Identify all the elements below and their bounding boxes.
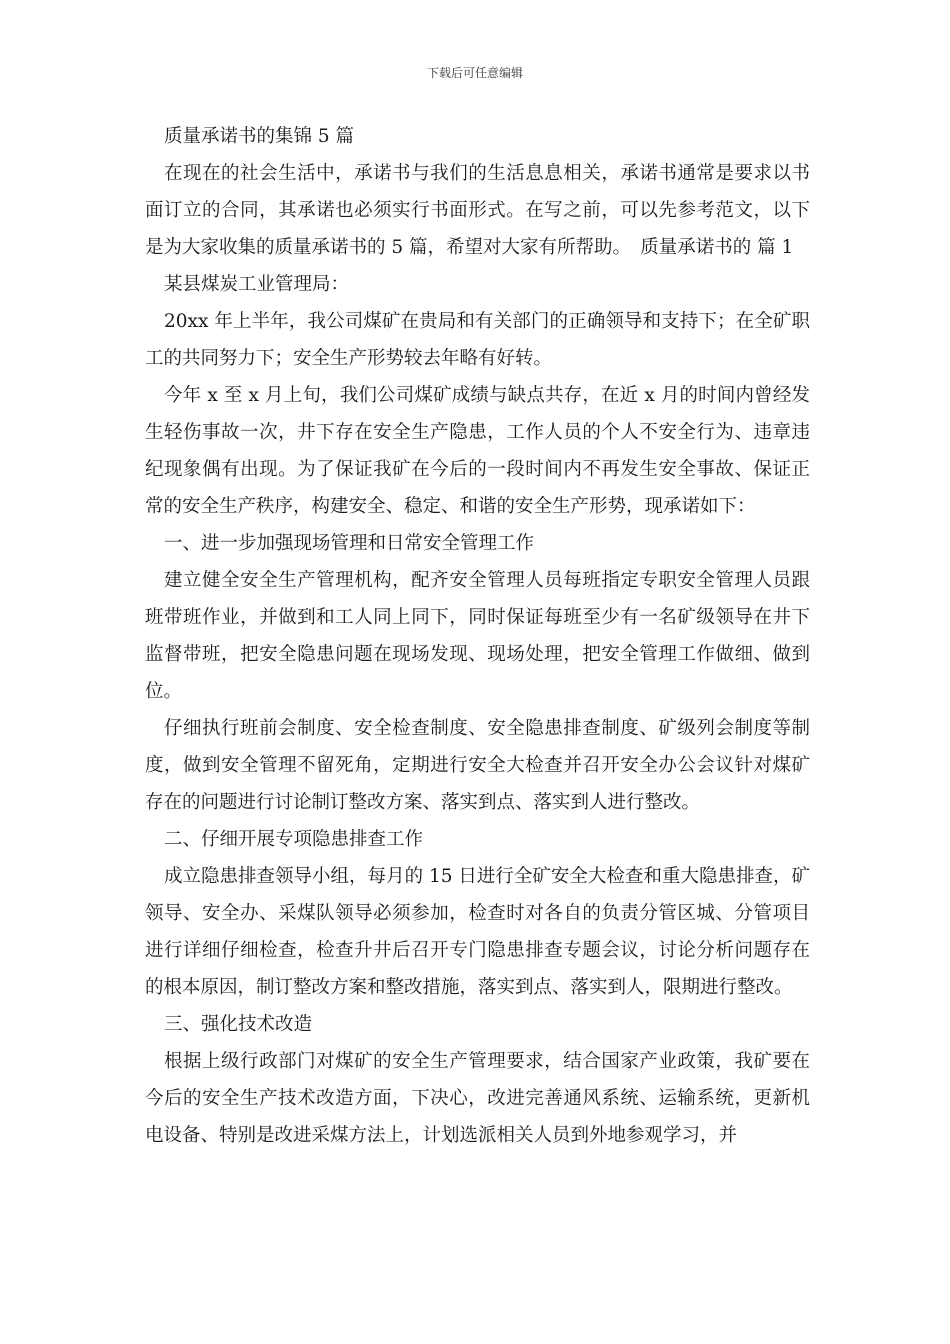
paragraph-intro: 在现在的社会生活中，承诺书与我们的生活息息相关，承诺书通常是要求以书面订立的合同，其承诺也必须实行书面形式。在写之前，可以先参考范文，以下是为大家收集的质量承诺书的 5 篇，希望对大家有所帮助。 质量承诺书的 篇 1 [145, 163, 810, 258]
paragraph-6: 根据上级行政部门对煤矿的安全生产管理要求，结合国家产业政策，我矿要在今后的安全生产技术改造方面，下决心，改进完善通风系统、运输系统，更新机电设备、特别是改进采煤方法上，计划选派相关人员到外地参观学习，并 [145, 1051, 810, 1146]
section-heading-2: 二、仔细开展专项隐患排查工作 [164, 829, 424, 850]
paragraph-5: 成立隐患排查领导小组，每月的 15 日进行全矿安全大检查和重大隐患排查，矿领导、安全办、采煤队领导必须参加，检查时对各自的负责分管区城、分管项目进行详细仔细检查，检查升井后召开专门隐患排查专题会议，讨论分析问题存在的根本原因，制订整改方案和整改措施，落实到点、落实到人，限期进行整改。 [145, 866, 810, 998]
paragraph-addressee: 某县煤炭工业管理局： [164, 274, 350, 295]
paragraph-1: 20xx 年上半年，我公司煤矿在贵局和有关部门的正确领导和支持下；在全矿职工的共同努力下；安全生产形势较去年略有好转。 [145, 311, 810, 369]
page-header: 下载后可任意编辑 [426, 66, 523, 80]
document-title: 质量承诺书的集锦 5 篇 [164, 126, 355, 147]
section-heading-3: 三、强化技术改造 [164, 1014, 313, 1035]
paragraph-4: 仔细执行班前会制度、安全检查制度、安全隐患排查制度、矿级列会制度等制度，做到安全管理不留死角，定期进行安全大检查并召开安全办公会议针对煤矿存在的问题进行讨论制订整改方案、落实到点、落实到人进行整改。 [145, 718, 810, 813]
section-heading-1: 一、进一步加强现场管理和日常安全管理工作 [164, 533, 535, 554]
document-body [145, 118, 810, 1154]
paragraph-2: 今年 x 至 x 月上旬，我们公司煤矿成绩与缺点共存，在近 x 月的时间内曾经发生轻伤事故一次，井下存在安全生产隐患，工作人员的个人不安全行为、违章违纪现象偶有出现。为了保证我矿在今后的一段时间内不再发生安全事故、保证正常的安全生产秩序，构建安全、稳定、和谐的安全生产形势，现承诺如下： [145, 385, 810, 517]
paragraph-3: 建立健全安全生产管理机构，配齐安全管理人员每班指定专职安全管理人员跟班带班作业，并做到和工人同上同下，同时保证每班至少有一名矿级领导在井下监督带班，把安全隐患问题在现场发现、现场处理，把安全管理工作做细、做到位。 [145, 570, 810, 702]
